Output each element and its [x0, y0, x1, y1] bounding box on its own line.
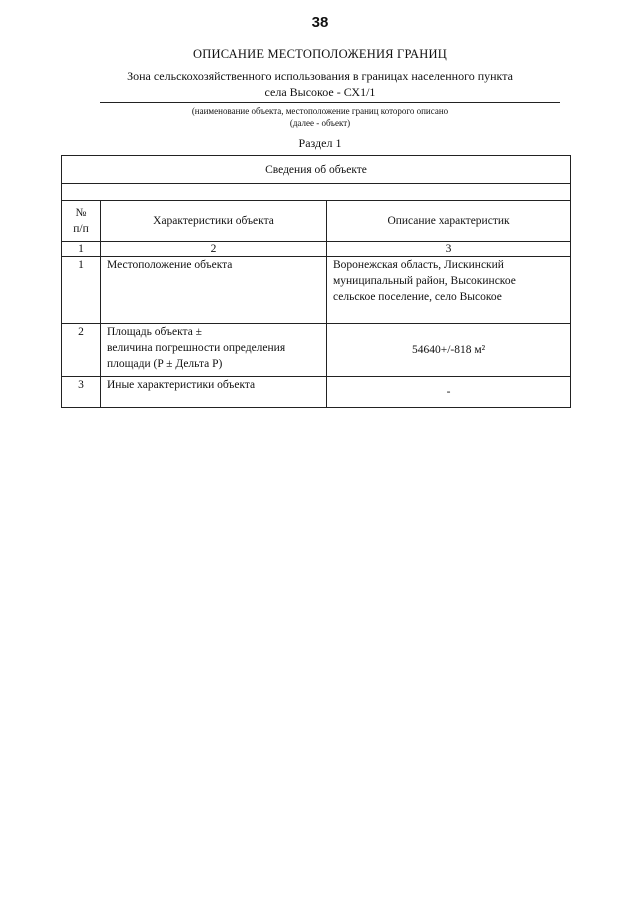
row-1-description-line-3: сельское поселение, село Высокое — [333, 291, 502, 303]
column-number-row — [62, 242, 571, 257]
header-description: Описание характеристик — [327, 201, 571, 242]
row-2-number: 2 — [62, 324, 101, 377]
row-1-description-line-2: муниципальный район, Высокинское — [333, 275, 516, 287]
document-title: ОПИСАНИЕ МЕСТОПОЛОЖЕНИЯ ГРАНИЦ — [193, 47, 447, 61]
object-note-line-2: (далее - объект) — [289, 118, 351, 128]
row-2-characteristic-line-1: Площадь объекта ± — [107, 326, 202, 338]
object-name — [0, 68, 640, 100]
row-1-number: 1 — [62, 257, 101, 324]
row-1-description — [327, 257, 571, 324]
column-number-1: 1 — [62, 242, 101, 257]
object-name-line-2: села Высокое - СХ1/1 — [264, 85, 376, 99]
table-caption-row — [62, 156, 571, 184]
page-number: 38 — [311, 14, 329, 31]
object-info-table — [61, 155, 571, 408]
header-number-line-1: № — [75, 207, 87, 219]
row-3-description: - — [327, 377, 571, 408]
column-number-3: 3 — [327, 242, 571, 257]
table-row — [62, 257, 571, 324]
header-number — [62, 201, 101, 242]
object-note-line-1: (наименование объекта, местоположение границ которого описано — [191, 106, 449, 116]
row-2-characteristic — [101, 324, 327, 377]
header-characteristics: Характеристики объекта — [101, 201, 327, 242]
row-2-characteristic-line-3: площади (P ± Дельта P) — [107, 358, 223, 370]
table-caption: Сведения об объекте — [62, 156, 571, 184]
table-row — [62, 324, 571, 377]
section-heading: Раздел 1 — [298, 136, 342, 150]
table-empty-cell — [62, 184, 571, 201]
header-number-line-2: п/п — [73, 223, 89, 235]
table-row — [62, 377, 571, 408]
table-header-row — [62, 201, 571, 242]
column-number-2: 2 — [101, 242, 327, 257]
row-3-number: 3 — [62, 377, 101, 408]
object-name-underline — [100, 102, 560, 103]
object-name-note — [0, 105, 640, 129]
row-1-characteristic: Местоположение объекта — [101, 257, 327, 324]
row-3-characteristic: Иные характеристики объекта — [101, 377, 327, 408]
row-2-characteristic-line-2: величина погрешности определения — [107, 342, 286, 354]
row-1-description-line-1: Воронежская область, Лискинский — [333, 259, 504, 271]
object-name-line-1: Зона сельскохозяйственного использования в границах населенного пункта — [127, 69, 513, 83]
row-2-description: 54640+/-818 м² — [327, 324, 571, 377]
table-empty-row — [62, 184, 571, 201]
